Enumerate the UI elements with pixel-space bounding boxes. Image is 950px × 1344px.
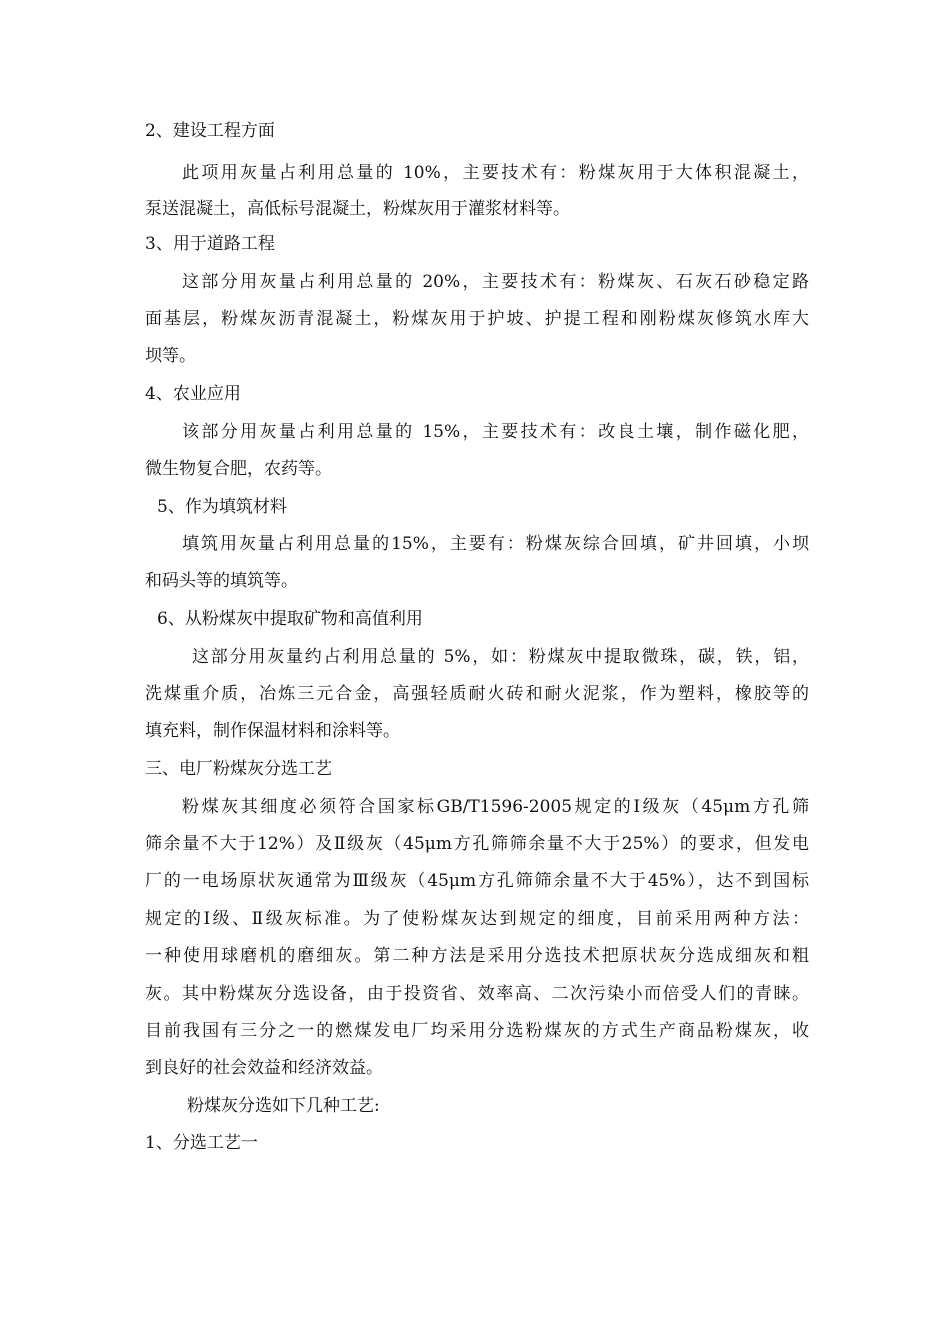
document-page: 2、建设工程方面 此项用灰量占利用总量的 10%，主要技术有：粉煤灰用于大体积混凝土， 泵送混凝土，高低标号混凝土，粉煤灰用于灌浆材料等。 3、用于道路工程 这部分用灰量占利用总量的 20%，主要技术有：粉煤灰、石灰石砂稳定路 面基层，粉煤灰沥青混凝土，粉煤灰用于护坡、护提工程和刚粉煤灰修筑水库大 坝等。 4、农业应用 该部分用灰量占利用总量的 15%，主要技术有：改良土壤，制作磁化肥， 微生物复合肥，农药等。 5、作为填筑材料 填筑用灰量占利用总量的15%，主要有：粉煤灰综合回填，矿井回填，小坝 和码头等的填筑等。 6、从粉煤灰中提取矿物和高值利用 这部分用灰量约占利用总量的 5%，如：粉煤灰中提取微珠，碳，铁，铝， 洗煤重介质，冶炼三元合金，高强轻质耐火砖和耐火泥浆，作为塑料，橡胶等的 填充料，制作保温材料和涂料等。 三、电厂粉煤灰分选工艺 粉煤灰其细度必须符合国家标GB/T1596-2005规定的Ⅰ级灰（45μm方孔筛 筛余量不大于12%）及Ⅱ级灰（45μm方孔筛筛余量不大于25%）的要求，但发电 厂的一电场原状灰通常为Ⅲ级灰（45μm方孔筛筛余量不大于45%），达不到国标 规定的Ⅰ级、Ⅱ级灰标准。为了使粉煤灰达到规定的细度，目前采用两种方法： 一种使用球磨机的磨细灰。第二种方法是采用分选技术把原状灰分选成细灰和粗 灰。其中粉煤灰分选设备，由于投资省、效率高、二次污染小而倍受人们的青睐。 目前我国有三分之一的燃煤发电厂均采用分选粉煤灰的方式生产商品粉煤灰，收 到良好的社会效益和经济效益。 粉煤灰分选如下几种工艺: 1、分选工艺一 bbox=[145, 121, 809, 1153]
